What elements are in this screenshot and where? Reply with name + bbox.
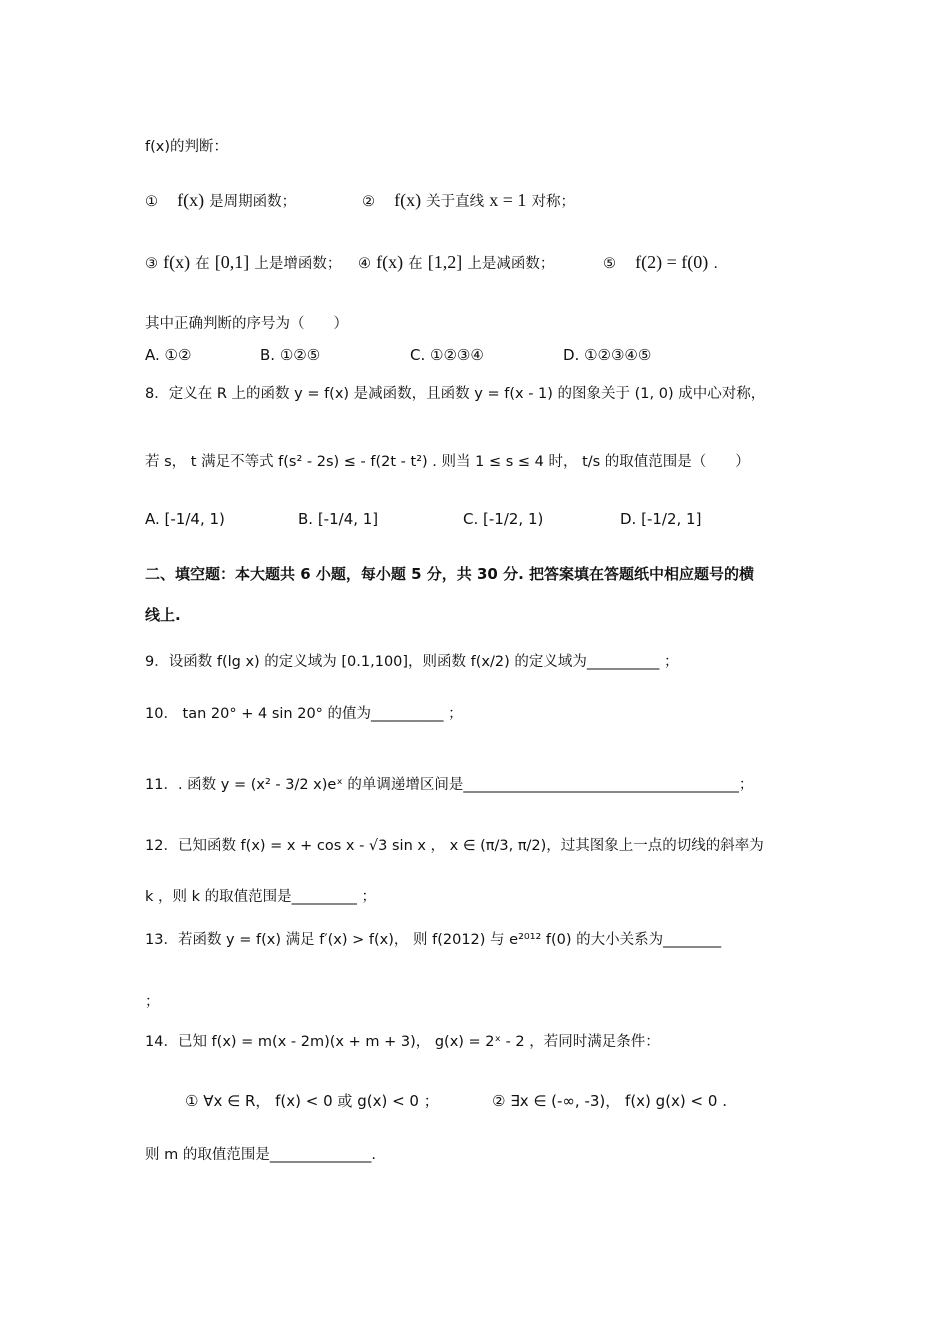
q7-item-4: ④ f(x) 在 [1,2] 上是减函数； <box>358 252 555 272</box>
q7-intro: f(x)的判断： <box>145 139 228 155</box>
q8-option-d: D. [-1/2, 1] <box>620 510 702 528</box>
q7-item-5: ⑤ f(2) = f(0) . <box>603 252 718 272</box>
q14-line-1: 14．已知 f(x) = m(x - 2m)(x + m + 3)， g(x) = 2ˣ - 2 ，若同时满足条件： <box>145 1034 660 1050</box>
q7-item-1: ① f(x) 是周期函数； <box>145 190 297 210</box>
q9: 9．设函数 f(lg x) 的定义域为 [0.1,100]，则函数 f(x/2) 的定义域为__________ ； <box>145 654 679 670</box>
q10: 10． tan 20° + 4 sin 20° 的值为__________ ； <box>145 706 463 722</box>
q7-item-3: ③ f(x) 在 [0,1] 上是增函数； <box>145 252 342 272</box>
q13-line-2: ； <box>145 994 160 1010</box>
q7-option-d: D. ①②③④⑤ <box>563 346 652 364</box>
q8-line-1: 8．定义在 R 上的函数 y = f(x) 是减函数，且函数 y = f(x - 1) 的图象关于 (1, 0) 成中心对称， <box>145 386 766 402</box>
q7-item-2: ② f(x) 关于直线 x = 1 对称； <box>362 190 576 210</box>
q7-option-a: A. ①② <box>145 346 192 364</box>
q11: 11．. 函数 y = (x² - 3/2 x)eˣ 的单调递增区间是______________________________________； <box>145 777 754 793</box>
section-2-heading-line-2: 线上. <box>145 606 181 624</box>
q13-line-1: 13．若函数 y = f(x) 满足 f′(x) > f(x)， 则 f(2012) 与 e²⁰¹² f(0) 的大小关系为________ <box>145 932 722 948</box>
q7-option-b: B. ①②⑤ <box>260 346 321 364</box>
q7-option-c: C. ①②③④ <box>410 346 484 364</box>
section-2-heading-line-1: 二、填空题：本大题共 6 小题，每小题 5 分，共 30 分. 把答案填在答题纸中相应题号的横 <box>145 565 755 583</box>
q8-line-2: 若 s， t 满足不等式 f(s² - 2s) ≤ - f(2t - t²) . 则当 1 ≤ s ≤ 4 时， t/s 的取值范围是（ ） <box>145 454 750 470</box>
q8-option-b: B. [-1/4, 1] <box>298 510 379 528</box>
q8-option-a: A. [-1/4, 1) <box>145 510 225 528</box>
q8-option-c: C. [-1/2, 1) <box>463 510 544 528</box>
q7-question: 其中正确判断的序号为（ ） <box>145 316 348 332</box>
q12-line-2: k ，则 k 的取值范围是_________ ； <box>145 889 376 905</box>
q12-line-1: 12．已知函数 f(x) = x + cos x - √3 sin x ， x ∈ (π/3, π/2)，过其图象上一点的切线的斜率为 <box>145 838 764 854</box>
q14-line-3: 则 m 的取值范围是______________. <box>145 1147 376 1163</box>
q14-condition-1: ① ∀x ∈ R， f(x) < 0 或 g(x) < 0 ； <box>185 1092 439 1110</box>
q14-condition-2: ② ∃x ∈ (-∞, -3)， f(x) g(x) < 0 . <box>492 1092 727 1110</box>
